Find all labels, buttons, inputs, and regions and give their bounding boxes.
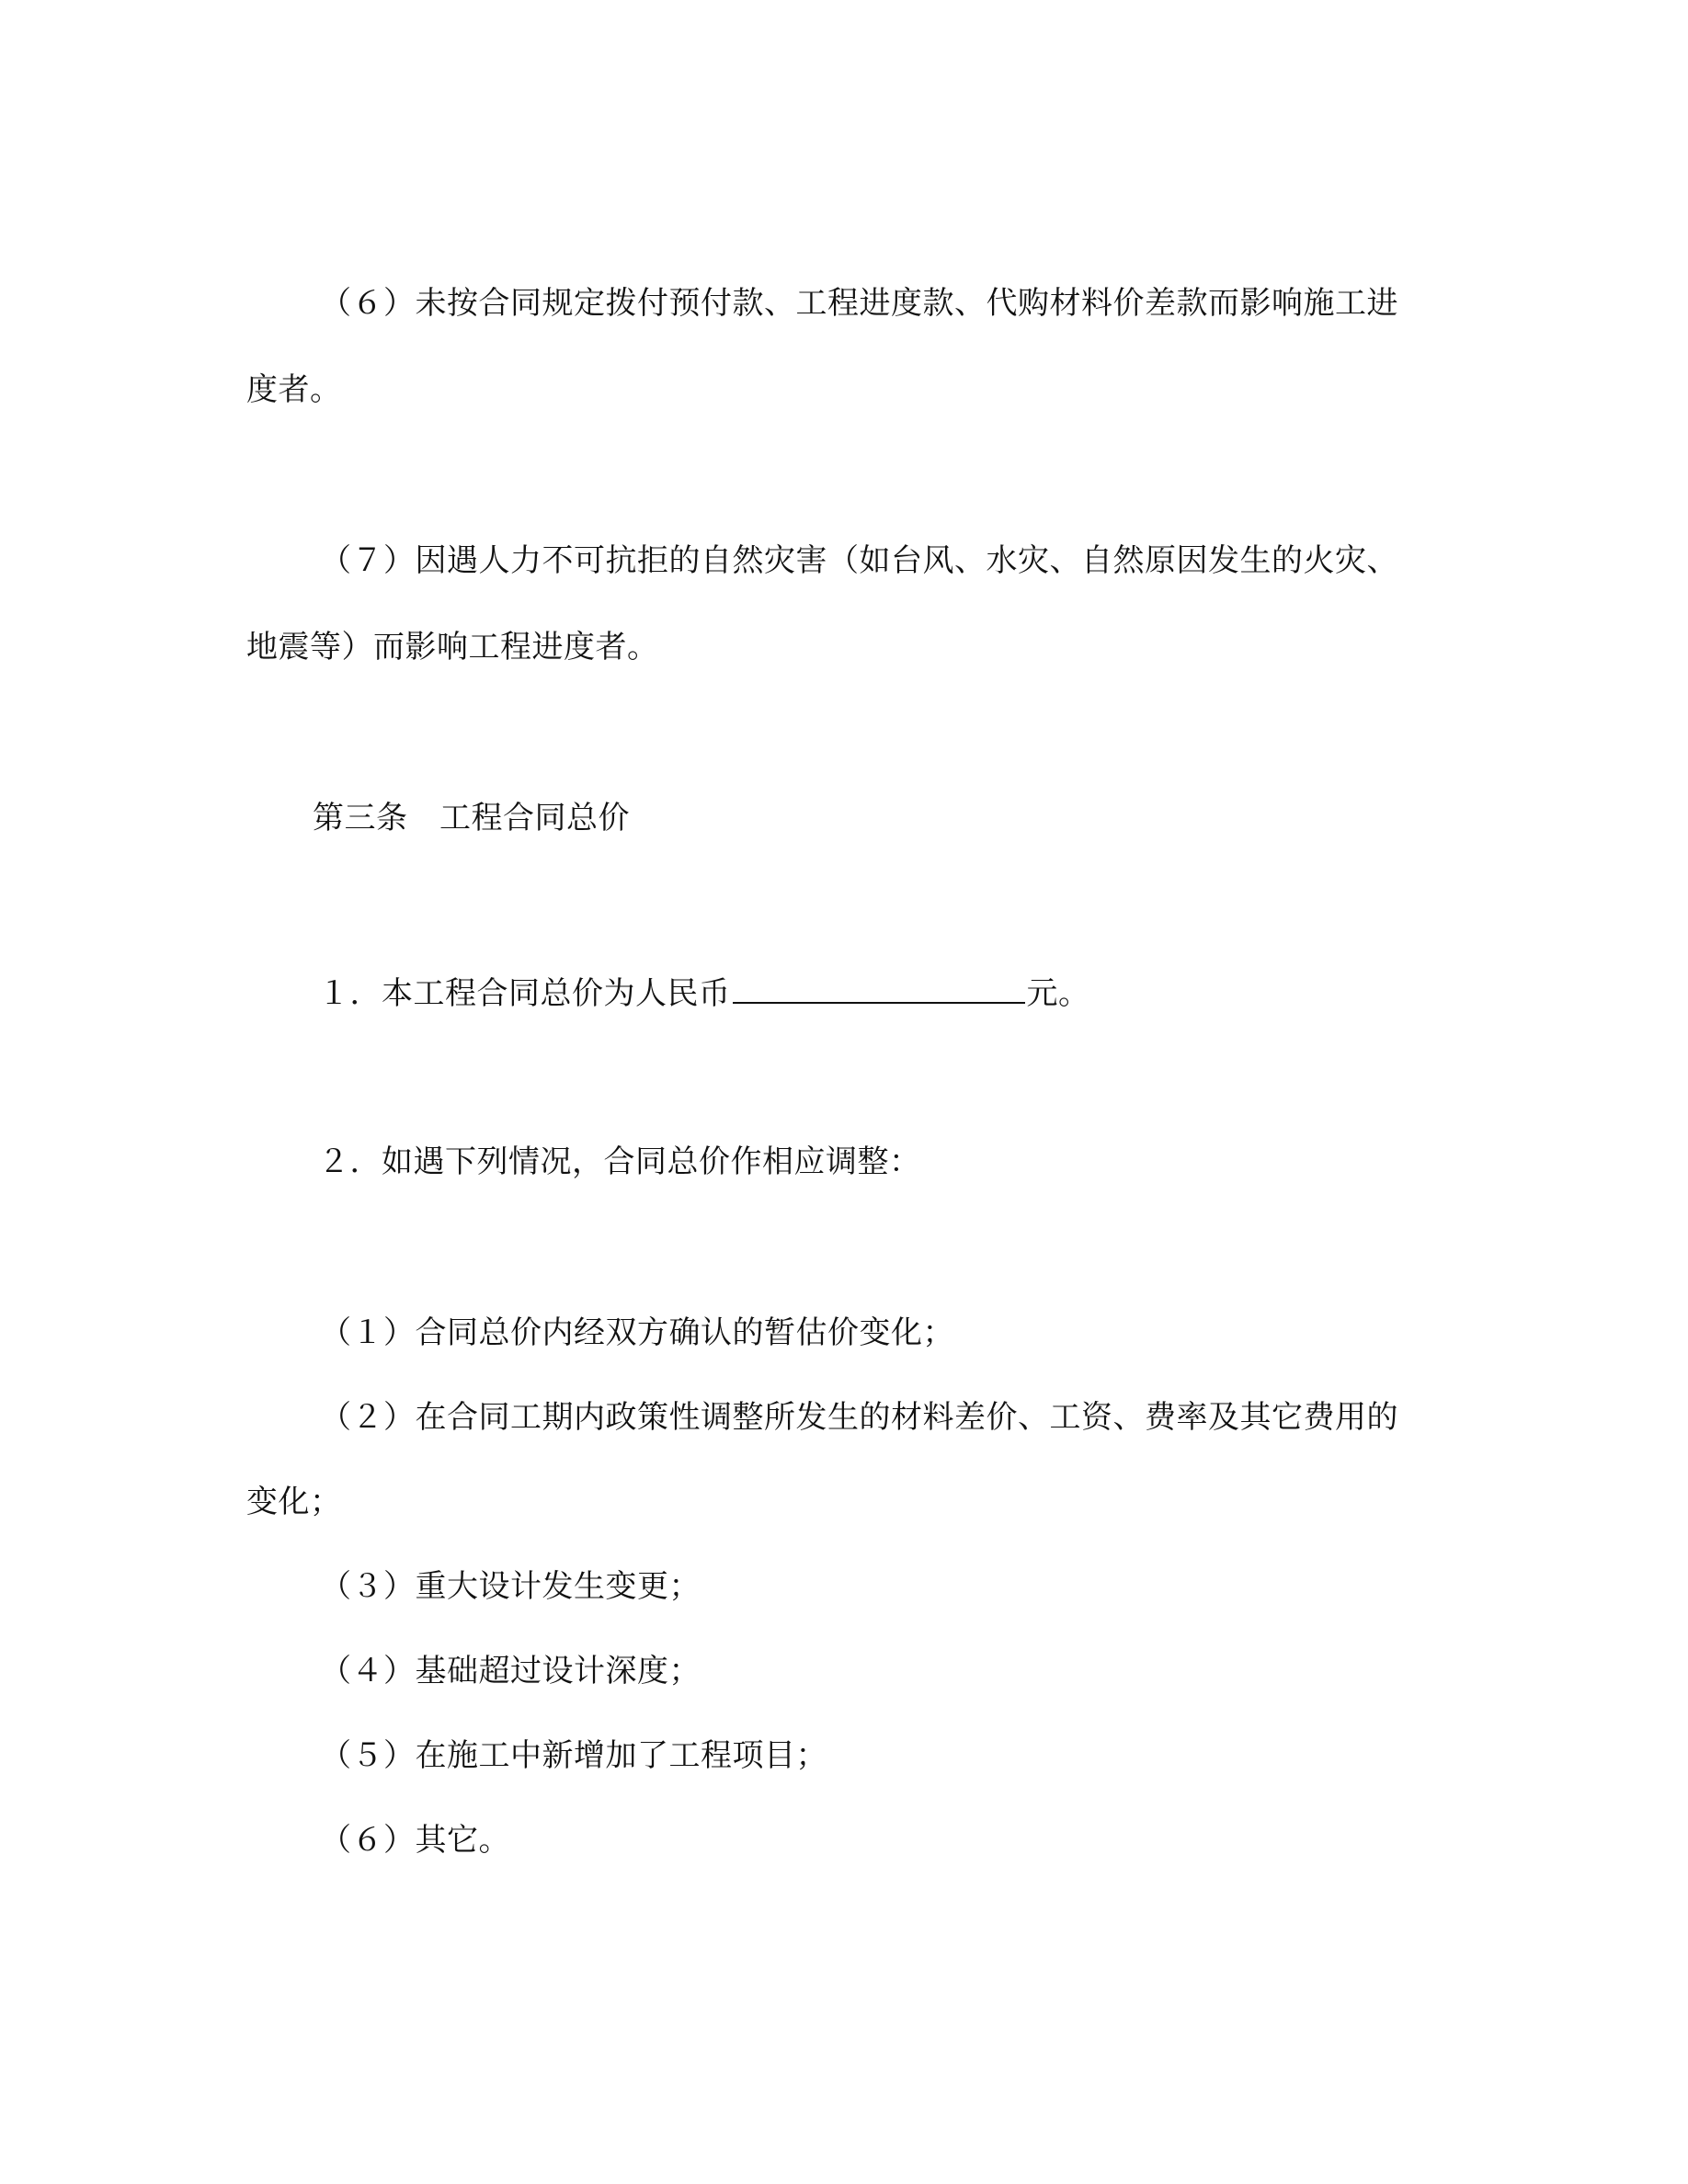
clause-6-line-1: （６）未按合同规定拨付预付款、工程进度款、代购材料价差款而影响施工进 bbox=[320, 285, 1398, 322]
adjustment-item-1: （１）合同总价内经双方确认的暂估价变化； bbox=[320, 1314, 954, 1351]
adjustment-item-4: （４）基础超过设计深度； bbox=[320, 1653, 701, 1689]
clause-6-line-2: 度者。 bbox=[246, 371, 342, 408]
clause-7-line-1: （７）因遇人力不可抗拒的自然灾害（如台风、水灾、自然原因发生的火灾、 bbox=[320, 542, 1398, 579]
contract-price-prefix: １．本工程合同总价为人民币 bbox=[318, 975, 731, 1012]
article-heading: 第三条 工程合同总价 bbox=[313, 800, 630, 836]
contract-price-item bbox=[318, 973, 1090, 1012]
adjustment-item-3: （３）重大设计发生变更； bbox=[320, 1568, 701, 1605]
adjustment-intro: ２．如遇下列情况，合同总价作相应调整： bbox=[318, 1143, 921, 1180]
adjustment-item-5: （５）在施工中新增加了工程项目； bbox=[320, 1737, 827, 1774]
clause-7-line-2: 地震等）而影响工程进度者。 bbox=[246, 629, 659, 665]
amount-blank-line bbox=[733, 973, 1025, 1004]
contract-price-suffix: 元。 bbox=[1026, 975, 1090, 1012]
adjustment-item-6: （６）其它。 bbox=[320, 1822, 510, 1859]
adjustment-item-2-cont: 变化； bbox=[246, 1484, 342, 1520]
adjustment-item-2: （２）在合同工期内政策性调整所发生的材料差价、工资、费率及其它费用的 bbox=[320, 1399, 1398, 1436]
